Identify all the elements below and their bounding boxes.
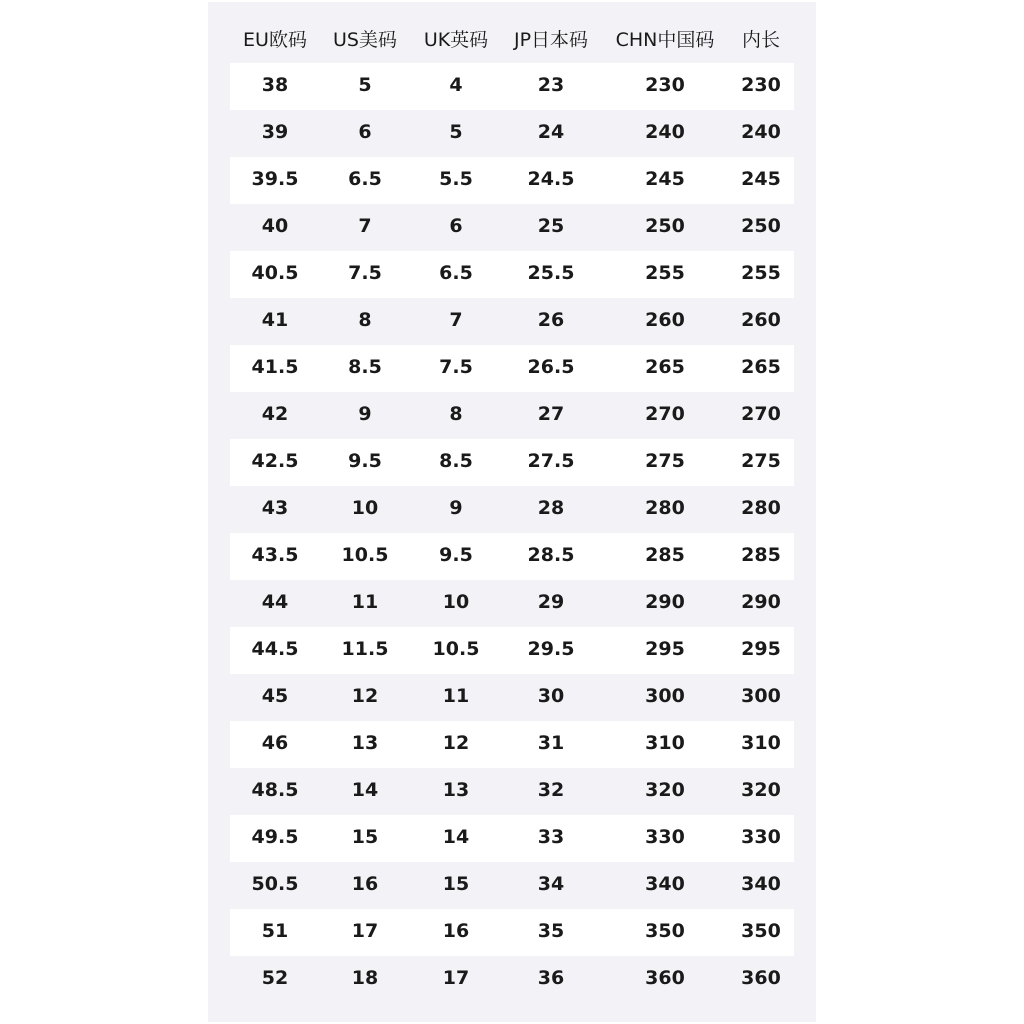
table-row (230, 627, 794, 674)
cell-jp: 28 (537, 497, 565, 519)
cell-uk: 11 (442, 685, 470, 707)
cell-uk: 9 (449, 497, 463, 519)
cell-uk: 6.5 (439, 262, 473, 284)
table-row (230, 345, 794, 392)
cell-chn: 310 (645, 732, 685, 754)
cell-uk: 10.5 (432, 638, 480, 660)
cell-jp: 28.5 (527, 544, 575, 566)
cell-us: 9.5 (348, 450, 382, 472)
table-body (230, 63, 794, 1003)
cell-uk: 16 (442, 920, 470, 942)
cell-inner-length: 265 (741, 356, 781, 378)
header-uk: UK英码 (423, 29, 489, 51)
cell-eu: 46 (261, 732, 289, 754)
cell-us: 11 (351, 591, 379, 613)
cell-eu: 39 (261, 121, 289, 143)
cell-uk: 13 (442, 779, 470, 801)
cell-chn: 320 (645, 779, 685, 801)
cell-inner-length: 360 (741, 967, 781, 989)
cell-uk: 5.5 (439, 168, 473, 190)
cell-inner-length: 230 (741, 74, 781, 96)
table-row (230, 815, 794, 862)
cell-eu: 48.5 (251, 779, 299, 801)
table-row (230, 251, 794, 298)
cell-jp: 30 (537, 685, 565, 707)
cell-chn: 300 (645, 685, 685, 707)
row-stripe (230, 674, 794, 719)
row-stripe (230, 204, 794, 249)
cell-chn: 265 (645, 356, 685, 378)
cell-eu: 50.5 (251, 873, 299, 895)
row-stripe (230, 63, 794, 108)
cell-chn: 290 (645, 591, 685, 613)
row-stripe (230, 157, 794, 202)
row-stripe (230, 627, 794, 672)
cell-inner-length: 340 (741, 873, 781, 895)
table-row (230, 110, 794, 157)
header-us: US美码 (333, 29, 397, 51)
row-stripe (230, 580, 794, 625)
cell-jp: 27.5 (527, 450, 575, 472)
cell-eu: 52 (261, 967, 289, 989)
header-eu: EU欧码 (243, 29, 307, 51)
cell-chn: 250 (645, 215, 685, 237)
cell-us: 11.5 (341, 638, 389, 660)
cell-us: 10.5 (341, 544, 389, 566)
cell-uk: 8 (449, 403, 463, 425)
cell-jp: 29 (537, 591, 565, 613)
cell-chn: 270 (645, 403, 685, 425)
cell-chn: 340 (645, 873, 685, 895)
cell-eu: 39.5 (251, 168, 299, 190)
row-stripe (230, 721, 794, 766)
row-stripe (230, 439, 794, 484)
cell-uk: 10 (442, 591, 470, 613)
table-row (230, 909, 794, 956)
cell-jp: 34 (537, 873, 565, 895)
cell-jp: 32 (537, 779, 565, 801)
size-chart (208, 2, 816, 1022)
cell-eu: 38 (261, 74, 289, 96)
row-stripe (230, 862, 794, 907)
cell-chn: 260 (645, 309, 685, 331)
cell-chn: 255 (645, 262, 685, 284)
cell-jp: 24.5 (527, 168, 575, 190)
cell-us: 6 (358, 121, 372, 143)
cell-uk: 6 (449, 215, 463, 237)
cell-eu: 40.5 (251, 262, 299, 284)
cell-inner-length: 300 (741, 685, 781, 707)
cell-inner-length: 270 (741, 403, 781, 425)
table-row (230, 392, 794, 439)
cell-jp: 27 (537, 403, 565, 425)
header-jp: JP日本码 (513, 29, 589, 51)
cell-chn: 275 (645, 450, 685, 472)
cell-us: 15 (351, 826, 379, 848)
cell-inner-length: 260 (741, 309, 781, 331)
cell-chn: 360 (645, 967, 685, 989)
cell-uk: 7.5 (439, 356, 473, 378)
cell-us: 5 (358, 74, 372, 96)
row-stripe (230, 298, 794, 343)
cell-jp: 29.5 (527, 638, 575, 660)
cell-eu: 42 (261, 403, 289, 425)
table-row (230, 204, 794, 251)
row-stripe (230, 486, 794, 531)
header-inner-length: 内长 (741, 29, 781, 51)
row-stripe (230, 345, 794, 390)
cell-jp: 36 (537, 967, 565, 989)
row-stripe (230, 392, 794, 437)
row-stripe (230, 768, 794, 813)
cell-inner-length: 280 (741, 497, 781, 519)
cell-chn: 350 (645, 920, 685, 942)
cell-us: 14 (351, 779, 379, 801)
cell-us: 17 (351, 920, 379, 942)
cell-eu: 42.5 (251, 450, 299, 472)
cell-eu: 44 (261, 591, 289, 613)
cell-us: 13 (351, 732, 379, 754)
cell-jp: 25 (537, 215, 565, 237)
cell-inner-length: 255 (741, 262, 781, 284)
cell-jp: 35 (537, 920, 565, 942)
table-row (230, 956, 794, 1003)
cell-chn: 240 (645, 121, 685, 143)
cell-jp: 31 (537, 732, 565, 754)
table-row (230, 580, 794, 627)
cell-us: 16 (351, 873, 379, 895)
cell-eu: 51 (261, 920, 289, 942)
cell-us: 10 (351, 497, 379, 519)
cell-uk: 4 (449, 74, 463, 96)
cell-jp: 33 (537, 826, 565, 848)
cell-us: 8 (358, 309, 372, 331)
cell-chn: 285 (645, 544, 685, 566)
cell-jp: 25.5 (527, 262, 575, 284)
table-row (230, 63, 794, 110)
cell-eu: 44.5 (251, 638, 299, 660)
row-stripe (230, 533, 794, 578)
header-chn: CHN中国码 (615, 29, 715, 51)
cell-inner-length: 295 (741, 638, 781, 660)
table-row (230, 486, 794, 533)
table-row (230, 862, 794, 909)
cell-us: 7.5 (348, 262, 382, 284)
cell-eu: 49.5 (251, 826, 299, 848)
cell-inner-length: 275 (741, 450, 781, 472)
row-stripe (230, 110, 794, 155)
table-row (230, 768, 794, 815)
cell-inner-length: 250 (741, 215, 781, 237)
cell-us: 7 (358, 215, 372, 237)
cell-eu: 41.5 (251, 356, 299, 378)
cell-jp: 26 (537, 309, 565, 331)
table-row (230, 439, 794, 486)
cell-inner-length: 245 (741, 168, 781, 190)
cell-uk: 15 (442, 873, 470, 895)
table-row (230, 533, 794, 580)
cell-eu: 41 (261, 309, 289, 331)
row-stripe (230, 251, 794, 296)
cell-chn: 280 (645, 497, 685, 519)
cell-chn: 330 (645, 826, 685, 848)
cell-inner-length: 330 (741, 826, 781, 848)
cell-chn: 295 (645, 638, 685, 660)
cell-eu: 40 (261, 215, 289, 237)
cell-jp: 23 (537, 74, 565, 96)
cell-uk: 9.5 (439, 544, 473, 566)
cell-inner-length: 320 (741, 779, 781, 801)
row-stripe (230, 815, 794, 860)
row-stripe (230, 956, 794, 1001)
cell-chn: 245 (645, 168, 685, 190)
cell-uk: 8.5 (439, 450, 473, 472)
cell-uk: 12 (442, 732, 470, 754)
cell-uk: 5 (449, 121, 463, 143)
cell-inner-length: 350 (741, 920, 781, 942)
cell-inner-length: 310 (741, 732, 781, 754)
cell-us: 12 (351, 685, 379, 707)
cell-inner-length: 290 (741, 591, 781, 613)
cell-eu: 43.5 (251, 544, 299, 566)
table-row (230, 298, 794, 345)
header-row (208, 24, 816, 56)
cell-eu: 43 (261, 497, 289, 519)
table-row (230, 721, 794, 768)
cell-us: 9 (358, 403, 372, 425)
table-row (230, 674, 794, 721)
cell-inner-length: 285 (741, 544, 781, 566)
cell-chn: 230 (645, 74, 685, 96)
cell-uk: 14 (442, 826, 470, 848)
table-row (230, 157, 794, 204)
cell-us: 6.5 (348, 168, 382, 190)
cell-uk: 7 (449, 309, 463, 331)
row-stripe (230, 909, 794, 954)
cell-uk: 17 (442, 967, 470, 989)
cell-eu: 45 (261, 685, 289, 707)
cell-inner-length: 240 (741, 121, 781, 143)
cell-jp: 24 (537, 121, 565, 143)
cell-us: 8.5 (348, 356, 382, 378)
cell-jp: 26.5 (527, 356, 575, 378)
cell-us: 18 (351, 967, 379, 989)
